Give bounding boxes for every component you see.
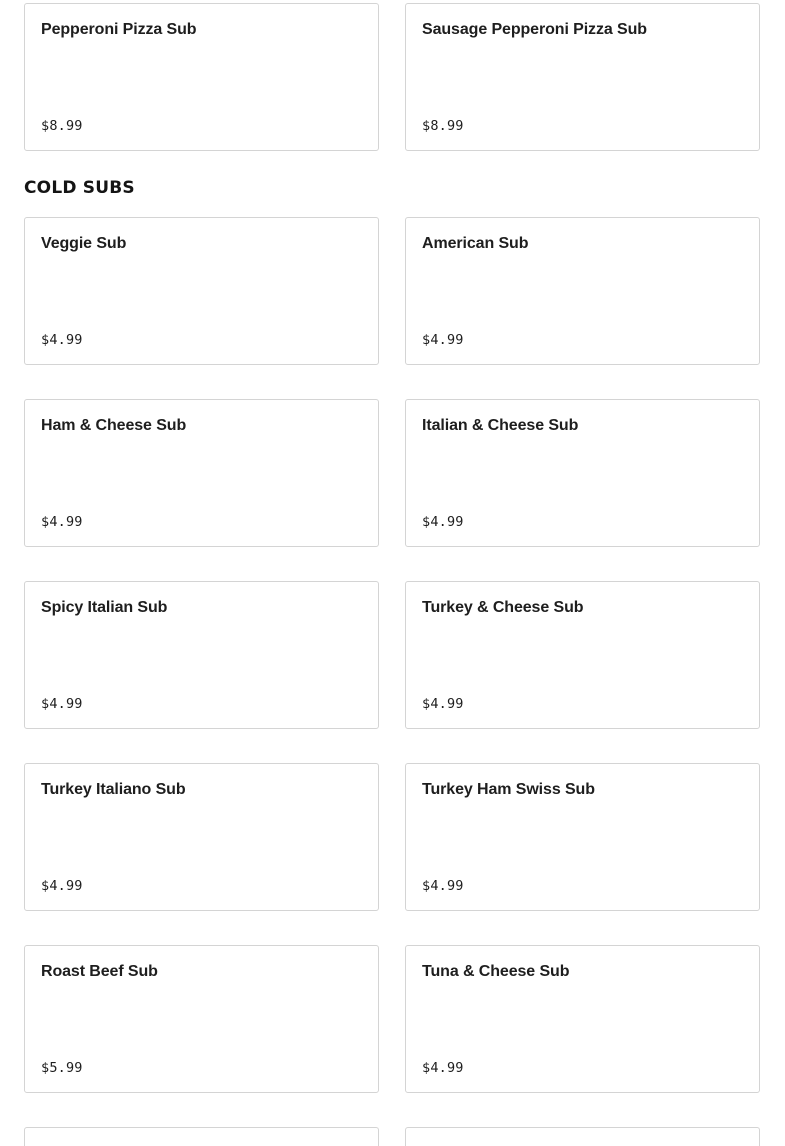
menu-item-card[interactable] (405, 3, 760, 151)
menu-item-name: American Sub (422, 235, 529, 252)
menu-item-price: $4.99 (422, 514, 464, 530)
menu-item-card[interactable] (24, 581, 379, 729)
menu-item-card[interactable] (24, 3, 379, 151)
menu-item-card[interactable] (405, 945, 760, 1093)
menu-item-card[interactable] (24, 217, 379, 365)
menu-item-price: $8.99 (41, 118, 83, 134)
menu-item-card[interactable] (24, 399, 379, 547)
menu-item-price: $4.99 (422, 332, 464, 348)
menu-item-name: Ham & Cheese Sub (41, 417, 187, 434)
menu-item-name: Veggie Sub (41, 235, 127, 252)
menu-item-name: Italian & Cheese Sub (422, 417, 579, 434)
menu-item-price: $5.99 (41, 1060, 83, 1076)
menu-item-price: $4.99 (422, 696, 464, 712)
menu-item-card[interactable] (405, 581, 760, 729)
menu-item-name: Turkey Ham Swiss Sub (422, 781, 595, 798)
menu-item-name: Roast Beef Sub (41, 963, 158, 980)
menu-item-name: Turkey & Cheese Sub (422, 599, 584, 616)
menu-item-name: Spicy Italian Sub (41, 599, 168, 616)
menu-item-price: $4.99 (422, 878, 464, 894)
menu-item-price: $4.99 (41, 514, 83, 530)
menu-item-card[interactable] (405, 763, 760, 911)
menu-item-price: $4.99 (422, 1060, 464, 1076)
menu-item-name: Pepperoni Pizza Sub (41, 21, 197, 38)
menu-item-name: Sausage Pepperoni Pizza Sub (422, 21, 647, 38)
menu-item-price: $4.99 (41, 878, 83, 894)
menu-item-price: $8.99 (422, 118, 464, 134)
menu-item-name: Turkey Italiano Sub (41, 781, 186, 798)
menu-item-price: $4.99 (41, 696, 83, 712)
menu-item-card[interactable] (405, 399, 760, 547)
menu-item-card[interactable] (24, 945, 379, 1093)
menu-item-price: $4.99 (41, 332, 83, 348)
menu-item-card[interactable] (24, 763, 379, 911)
section-heading-cold-subs: COLD SUBS (24, 178, 135, 198)
menu-item-card[interactable] (405, 217, 760, 365)
menu-item-card-partial[interactable] (24, 1127, 379, 1146)
menu-item-name: Tuna & Cheese Sub (422, 963, 570, 980)
menu-item-card-partial[interactable] (405, 1127, 760, 1146)
